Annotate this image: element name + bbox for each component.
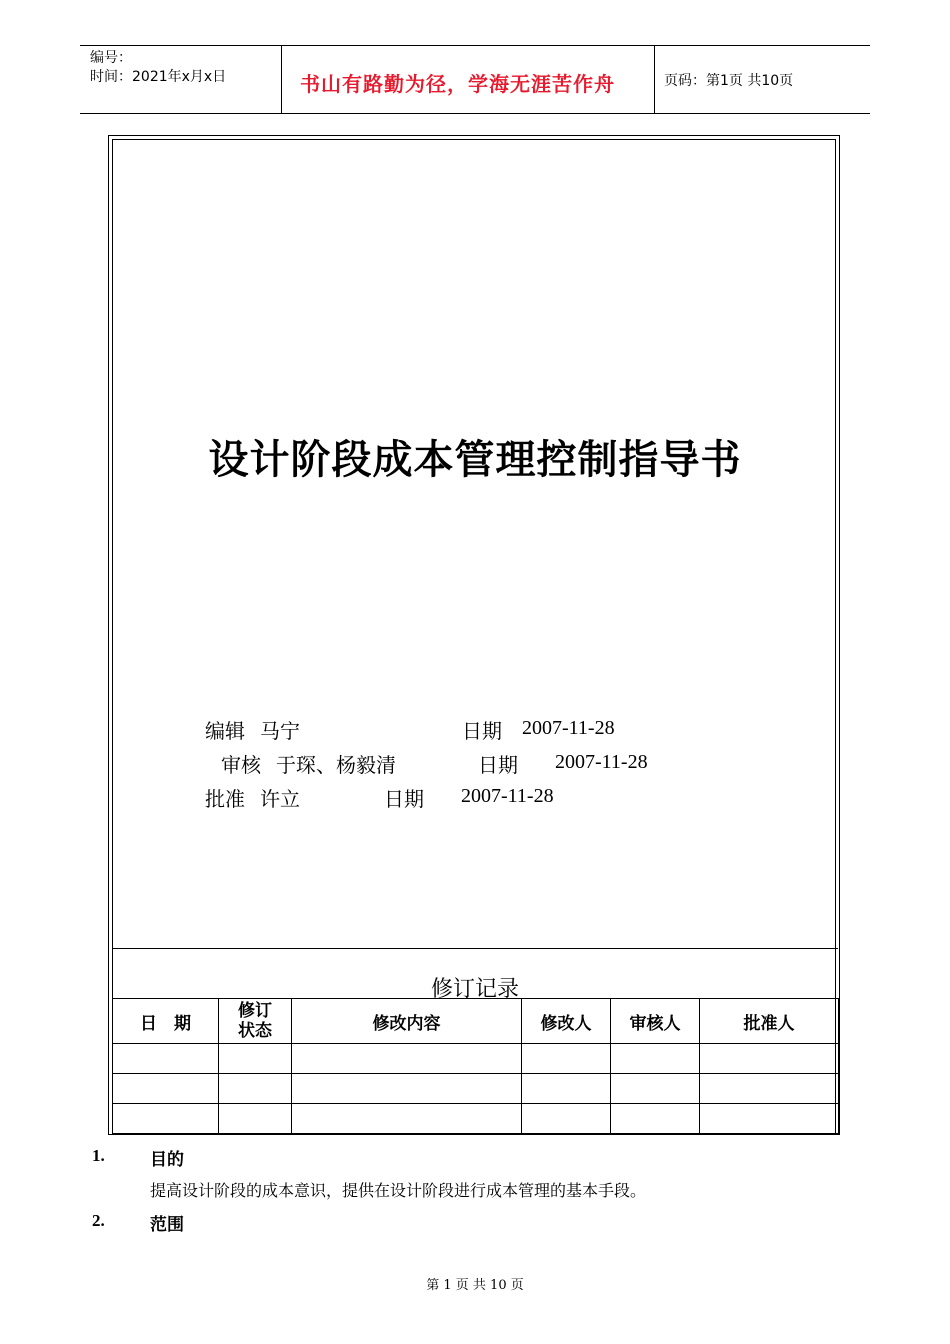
section-number: 1. [92,1146,105,1165]
document-number-label: 编号： [90,50,132,66]
signoff-role: 审核 [221,753,261,777]
document-time-label: 时间：2021年x月x日 [90,69,227,85]
signoff-date: 2007-11-28 [461,785,554,807]
signoff-date: 2007-11-28 [555,751,648,773]
header-page-label: 页码：第1页 共10页 [664,73,794,89]
signoff-names: 马宁 [260,719,300,743]
column-header: 修改内容 [292,999,522,1044]
signoff-date-label: 日期 [384,787,424,811]
signoff-names: 于琛、杨毅清 [276,753,396,777]
table-header-row [113,999,839,1044]
revision-title: 修订记录 [430,977,519,1002]
revision-top-rule [112,948,838,949]
header-top-rule [80,45,870,46]
revision-table [112,998,839,1134]
header-bottom-rule [80,113,870,114]
page-footer: 第 1 页 共 10 页 [426,1278,524,1293]
signoff-date-label: 日期 [478,753,518,777]
table-row [113,1104,839,1134]
signoff-role: 批准 [205,787,245,811]
header-divider [281,45,282,113]
section-number: 2. [92,1211,105,1230]
table-row [113,1044,839,1074]
column-header: 审核人 [611,999,700,1044]
column-header: 修改人 [522,999,611,1044]
signoff-role: 编辑 [205,719,245,743]
section-text: 提高设计阶段的成本意识，提供在设计阶段进行成本管理的基本手段。 [150,1181,647,1200]
header-divider [654,45,655,113]
document-title: 设计阶段成本管理控制指导书 [208,437,742,483]
section-title: 目的 [150,1150,184,1170]
signoff-date: 2007-11-28 [522,717,615,739]
header-slogan: 书山有路勤为径，学海无涯苦作舟 [300,72,615,96]
section-title: 范围 [150,1215,184,1235]
signoff-names: 许立 [260,787,300,811]
column-header: 批准人 [700,999,839,1044]
column-header: 日 期 [113,999,219,1044]
signoff-date-label: 日期 [462,719,502,743]
table-row [113,1074,839,1104]
column-header: 修订状态 [219,999,292,1044]
